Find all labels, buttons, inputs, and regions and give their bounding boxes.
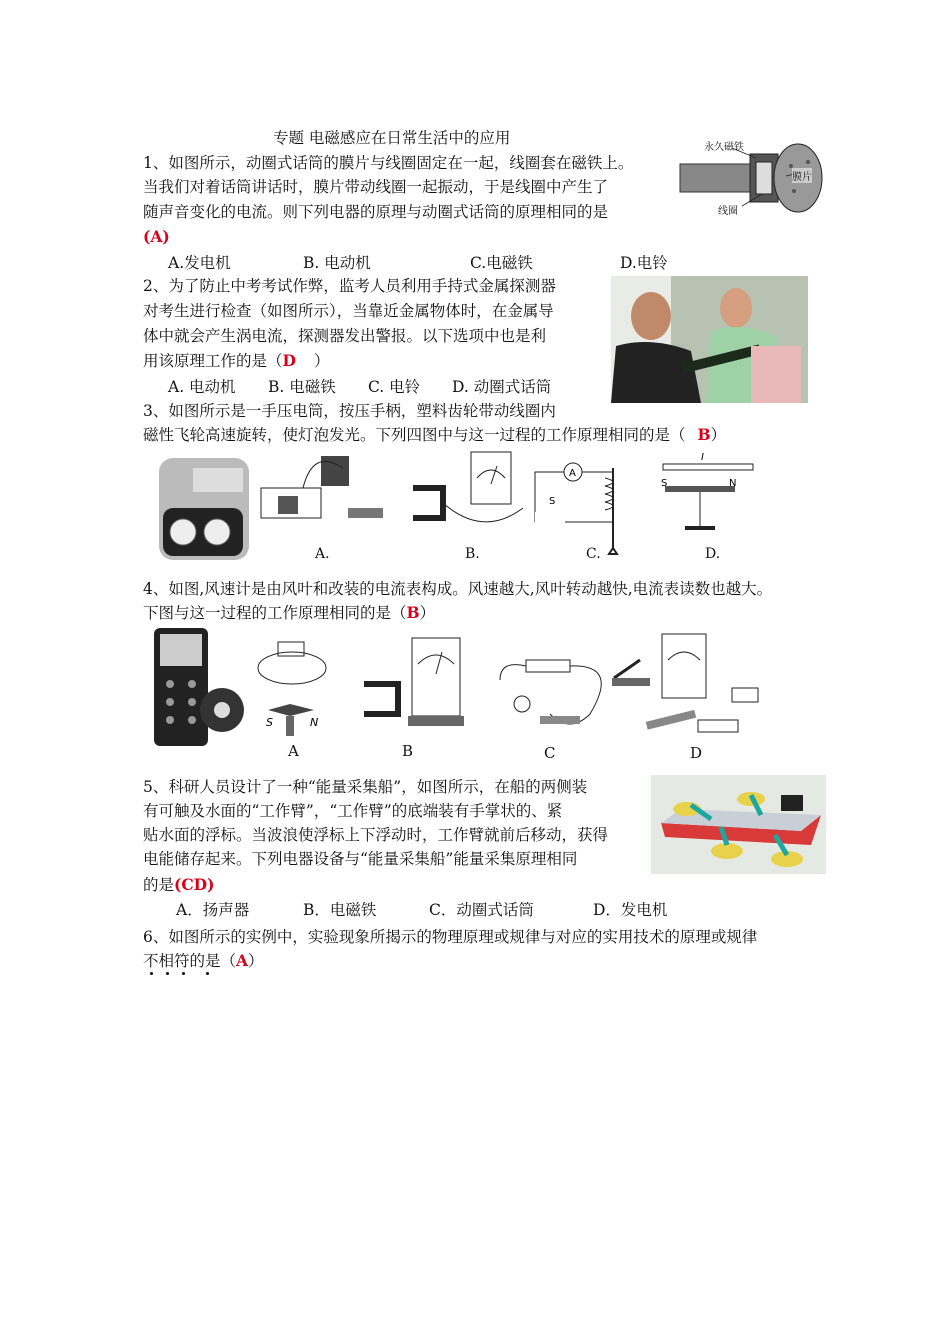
q1-line-2: 当我们对着话筒讲话时，膜片带动线圈一起振动，于是线圈中产生了 [143,178,609,196]
energy-harvesting-ship-image [651,775,826,874]
emphasis-dot [150,972,153,975]
svg-text:S: S [549,496,556,507]
q4-figure-label-b: B [402,742,414,760]
q2-line-3: 体中就会产生涡电流，探测器发出警报。以下选项中也是利 [143,327,547,345]
q5-line-2: 有可触及水面的“工作臂”，“工作臂”的底端装有手掌状的、紧 [143,802,563,820]
q5-line-4: 电能储存起来。下列电器设备与“能量采集船”能量采集原理相同 [143,850,578,868]
q3-figure-label-a: A. [315,546,330,562]
q6-line-2 [143,948,264,974]
q2-line-1: 2、为了防止中考考试作弊，监考人员利用手持式金属探测器 [143,277,556,295]
q4-line-2 [143,600,435,626]
q2-line-4 [143,348,329,374]
q5-option-b: B．电磁铁 [303,901,377,919]
q2-line-4-close: ） [313,352,330,370]
q4-line-1: 4、如图,风速计是由风叶和改装的电流表构成。风速越大,风叶转动越快,电流表读数也越大。 [143,580,773,598]
q5-line-5 [143,872,214,898]
label-coil: 线圈 [718,206,738,217]
label-diaphragm: 膜片 [792,168,812,183]
q1-option-b: B. 电动机 [303,254,371,272]
svg-text:N: N [310,716,319,729]
hand-pressed-flashlight-figures [153,448,765,568]
emphasis-dot [206,972,209,975]
q6-line-2-text: 不相符的是（ [143,952,237,970]
q4-figure-label-c: C [544,744,556,762]
q3-figure-label-d: D. [705,546,721,562]
svg-text:S: S [661,478,668,489]
q2-option-b: B. 电磁铁 [268,378,336,396]
q6-answer: A [236,951,249,970]
page-title: 专题 电磁感应在日常生活中的应用 [273,129,511,147]
q4-answer: B [406,603,420,622]
q2-line-4-text: 用该原理工作的是（ [143,352,283,370]
svg-text:S: S [266,716,273,729]
q5-answer: (CD) [174,875,215,894]
metal-detector-photo [611,276,808,403]
q1-answer: (A) [143,227,170,246]
svg-text:I: I [701,452,704,463]
emphasis-dot [182,972,185,975]
q5-line-5-text: 的是 [143,876,175,894]
anemometer-figures [150,624,772,768]
q5-option-c: C．动圈式话筒 [429,901,534,919]
svg-text:A: A [569,468,576,479]
q2-answer: D [282,351,296,370]
q3-figure-label-b: B. [465,546,480,562]
q4-line-2-close: ） [419,604,436,622]
q2-option-c: C. 电铃 [368,378,421,396]
q1-option-c: C.电磁铁 [470,254,533,272]
q3-figure-label-c: C. [586,546,601,562]
label-permanent-magnet: 永久磁铁 [704,142,744,153]
q4-line-2-text: 下图与这一过程的工作原理相同的是（ [143,604,407,622]
svg-text:N: N [729,478,737,489]
q5-option-d: D．发电机 [593,901,668,919]
q2-option-a: A. 电动机 [168,378,236,396]
q3-line-2 [143,422,726,448]
q1-option-a: A.发电机 [168,254,231,272]
q3-line-2-text: 磁性飞轮高速旋转，使灯泡发光。下列四图中与这一过程的工作原理相同的是（ [143,426,686,444]
q3-line-2-close: ） [710,426,727,444]
q3-answer: B [697,425,711,444]
q4-figure-label-d: D [690,744,703,762]
q6-line-1: 6、如图所示的实例中，实验现象所揭示的物理原理或规律与对应的实用技术的原理或规律 [143,928,758,946]
q2-line-2: 对考生进行检查（如图所示），当靠近金属物体时，在金属导 [143,302,554,320]
q1-line-1: 1、如图所示，动圈式话筒的膜片与线圈固定在一起，线圈套在磁铁上。 [143,154,634,172]
q3-line-1: 3、如图所示是一手压电筒，按压手柄，塑料齿轮带动线圈内 [143,402,556,420]
q1-option-d: D.电铃 [620,254,668,272]
q5-line-3: 贴水面的浮标。当波浪使浮标上下浮动时，工作臂就前后移动，获得 [143,826,609,844]
q5-option-a: A．扬声器 [176,901,250,919]
q4-figure-label-a: A [288,742,299,760]
emphasis-dot [166,972,169,975]
q1-line-3: 随声音变化的电流。则下列电器的原理与动圈式话筒的原理相同的是 [143,203,609,221]
q5-line-1: 5、科研人员设计了一种“能量采集船”，如图所示，在船的两侧装 [143,778,588,796]
q2-option-d: D. 动圈式话筒 [452,378,552,396]
microphone-diagram [676,136,824,220]
q6-line-2-close: ） [248,952,264,970]
